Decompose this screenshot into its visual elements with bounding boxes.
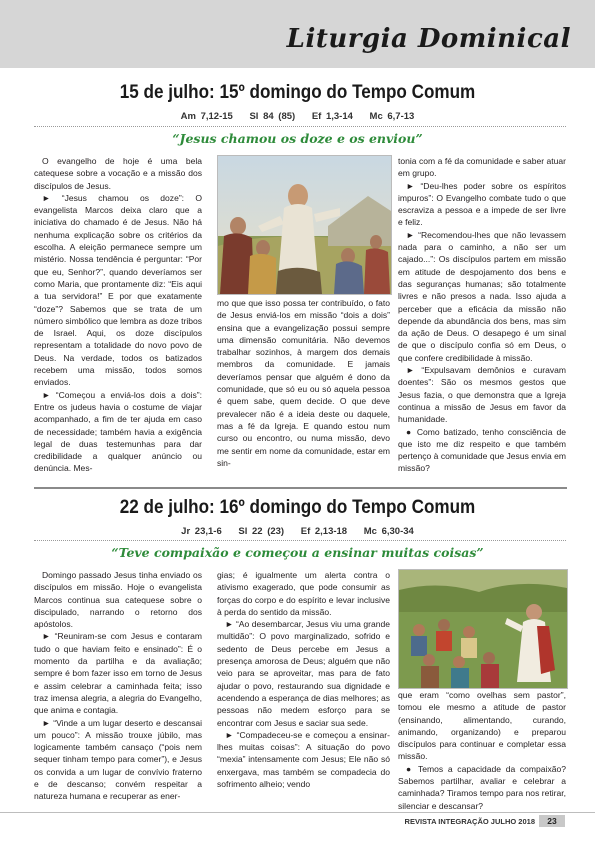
section2-column-1 (34, 569, 202, 803)
section1-readings (0, 111, 595, 122)
reading-ref: Am 7,12-15 (180, 111, 233, 122)
paragraph: ● Temos a capacidade da compaixão? Sabemos partilhar, avaliar e celebrar a caminhada? Tiramos tempo para nos retirar, silenciar e descansar? (398, 763, 566, 811)
reading-ref: Sl 84 (85) (249, 111, 296, 122)
paragraph: tonia com a fé da comunidade e saber atuar em grupo. (398, 156, 566, 179)
paragraph: ► “Jesus chamou os doze”: O evangelista Marcos deixa claro que a iniciativa do chamado é de Jesus. Não há nenhuma explicação sobre os critérios da escolha. A eleição permanece sempre um mistério. Nossa tendência é perguntar: “Por que eu, Senhor?”, quando deveríamos ser como Maria, que prontamente diz: “Eis aqui a tua servidora!” E por que exatamente “doze”? Sabemos que se trata de um número simbólico que lembra as doze tribos de Israel. Aqui, os doze discípulos representam a totalidade do novo povo de Deus. Na verdade, todos os batizados recebem uma missão, todos somos enviados. (34, 192, 202, 388)
paragraph: que eram “como ovelhas sem pastor”, tomou ele mesmo a atitude de pastor (ensinando, alimentando, curando, animando, organizando) e preparou discípulos para continuar e completar essa missão. (398, 690, 566, 762)
jesus-teaching-crowd-image (398, 569, 568, 689)
reading-ref: Ef 1,3-14 (311, 111, 353, 122)
section1-title: 15 de julho: 15º domingo do Tempo Comum (119, 82, 476, 103)
section-brand-title: Liturgia Dominical (286, 24, 571, 54)
section1-column-2 (217, 297, 390, 469)
reading-ref: Mc 6,7-13 (369, 111, 415, 122)
section2-title: 22 de julho: 16º domingo do Tempo Comum (119, 497, 476, 518)
reading-ref: Jr 23,1-6 (181, 526, 222, 537)
reading-ref: Ef 2,13-18 (300, 526, 348, 537)
jesus-sending-disciples-image (217, 155, 392, 295)
section2-quote: “Teve compaixão e começou a ensinar muitas coisas” (111, 545, 484, 560)
paragraph: ► “Recomendou-lhes que não levassem nada para o caminho, a não ser um cajado...”: Os discípulos partem em missão em atitude de despojamento dos bens e das seguranças humanas; são totalmente livres e não presos a nada. Isso ajuda a perceber que a eficácia da missão não depende da abundância dos bens, mas sim da ação de Deus. O desapego é um sinal de que o discípulo confia só em Deus, o que confere credibilidade à missão. (398, 229, 566, 363)
reading-ref: Sl 22 (23) (238, 526, 285, 537)
paragraph: ► “Deu-lhes poder sobre os espíritos impuros”: O Evangelho combate tudo o que escraviza a pessoa e a impede de ser livre e feliz. (398, 180, 566, 228)
reading-ref: Mc 6,30-34 (363, 526, 414, 537)
paragraph: gias; é igualmente um alerta contra o ativismo exagerado, que pode consumir as forças do corpo e do espírito e levar inclusive à perda do sentido da missão. (217, 570, 390, 617)
section1-quote: “Jesus chamou os doze e os enviou” (172, 131, 423, 146)
paragraph: ► “Expulsavam demônios e curavam doentes”: São os mesmos gestos que Jesus fazia, o que demonstra que a Igreja continua a missão de Jesus em favor da humanidade. (398, 365, 566, 425)
page-number: 23 (539, 815, 565, 827)
magazine-footer: REVISTA INTEGRAÇÃO JULHO 2018 (404, 817, 535, 826)
paragraph: ► “Vinde a um lugar deserto e descansai um pouco”: A missão trouxe júbilo, mas logicamente também cansaço (“pois nem sequer tinham tempo para comer”), e Jesus os convida a um lugar de convívio fraterno e de descanso; convém respeitar a natureza humana e recuperar as ener- (34, 717, 202, 802)
paragraph: Domingo passado Jesus tinha enviado os discípulos em missão. Hoje o evangelista Marcos continua sua catequese sobre o discipulado, narrando o retorno dos apóstolos. (34, 570, 202, 630)
section1-column-1 (34, 155, 202, 475)
section2-readings (0, 526, 595, 537)
section1-column-3 (398, 155, 566, 475)
paragraph: ► “Ao desembarcar, Jesus viu uma grande multidão”: O povo marginalizado, sofrido e sedento de Deus percebe em Jesus a presença amorosa de Deus; alguém que não veio para se aproveitar, mas para de fato ajudar o povo, restaurando sua dignidade e acendendo a esperança de dias melhores; as pessoas não medem esforço para se encontrar com Jesus e saciar sua sede. (217, 619, 390, 728)
divider (34, 126, 566, 127)
footer-divider (0, 812, 595, 813)
paragraph: ► “Começou a enviá-los dois a dois”: Entre os judeus havia o costume de viajar acompanhado, a fim de ter ajuda em caso de necessidade; também havia a exigência legal de duas testemunhas para dar credibilidade a qualquer anúncio ou denúncia. Mes- (34, 389, 202, 474)
section2-column-2 (217, 569, 390, 790)
paragraph: ► “Reuniram-se com Jesus e contaram tudo o que haviam feito e ensinado”: É o momento da partilha e da avaliação; sempre é bom fazer isso em torno de Jesus e assim celebrar a caminhada feita; isso traz imensa alegria, a alegria do Evangelho, que anima e contagia. (34, 631, 202, 716)
header-bar (0, 0, 595, 68)
paragraph: ● Como batizado, tenho consciência de que isto me diz respeito e que também pertenço à comunidade que Jesus envia em missão? (398, 426, 566, 474)
paragraph: mo que que isso possa ter contribuído, o fato de Jesus enviá-los em missão “dois a dois” ensina que a evangelização possui sempre uma dimensão comunitária. Não devemos trabalhar sozinhos, à margem dos demais membros da comunidade. E jamais deveríamos pensar que alguém é dono da comunidade, que só eu ou só aquela pessoa é quem sabe, quem decide. O que deve prevalecer não é a ideia deste ou daquele, mas a fé da Igreja. E quando estou num curso ou encontro, ou numa missão, devo me sentir em nome da comunidade, estar em sin- (217, 298, 390, 468)
section2-column-3 (398, 689, 566, 812)
paragraph: O evangelho de hoje é uma bela catequese sobre a vocação e a missão dos discípulos de Jesus. (34, 156, 202, 191)
divider (34, 540, 566, 541)
section-separator (34, 487, 567, 489)
paragraph: ► “Compadeceu-se e começou a ensinar-lhes muitas coisas”: A situação do povo “mexia” intensamente com Jesus; Ele não só enxergava, mas também se compadecia do sofrimento alheio; vendo (217, 729, 390, 790)
